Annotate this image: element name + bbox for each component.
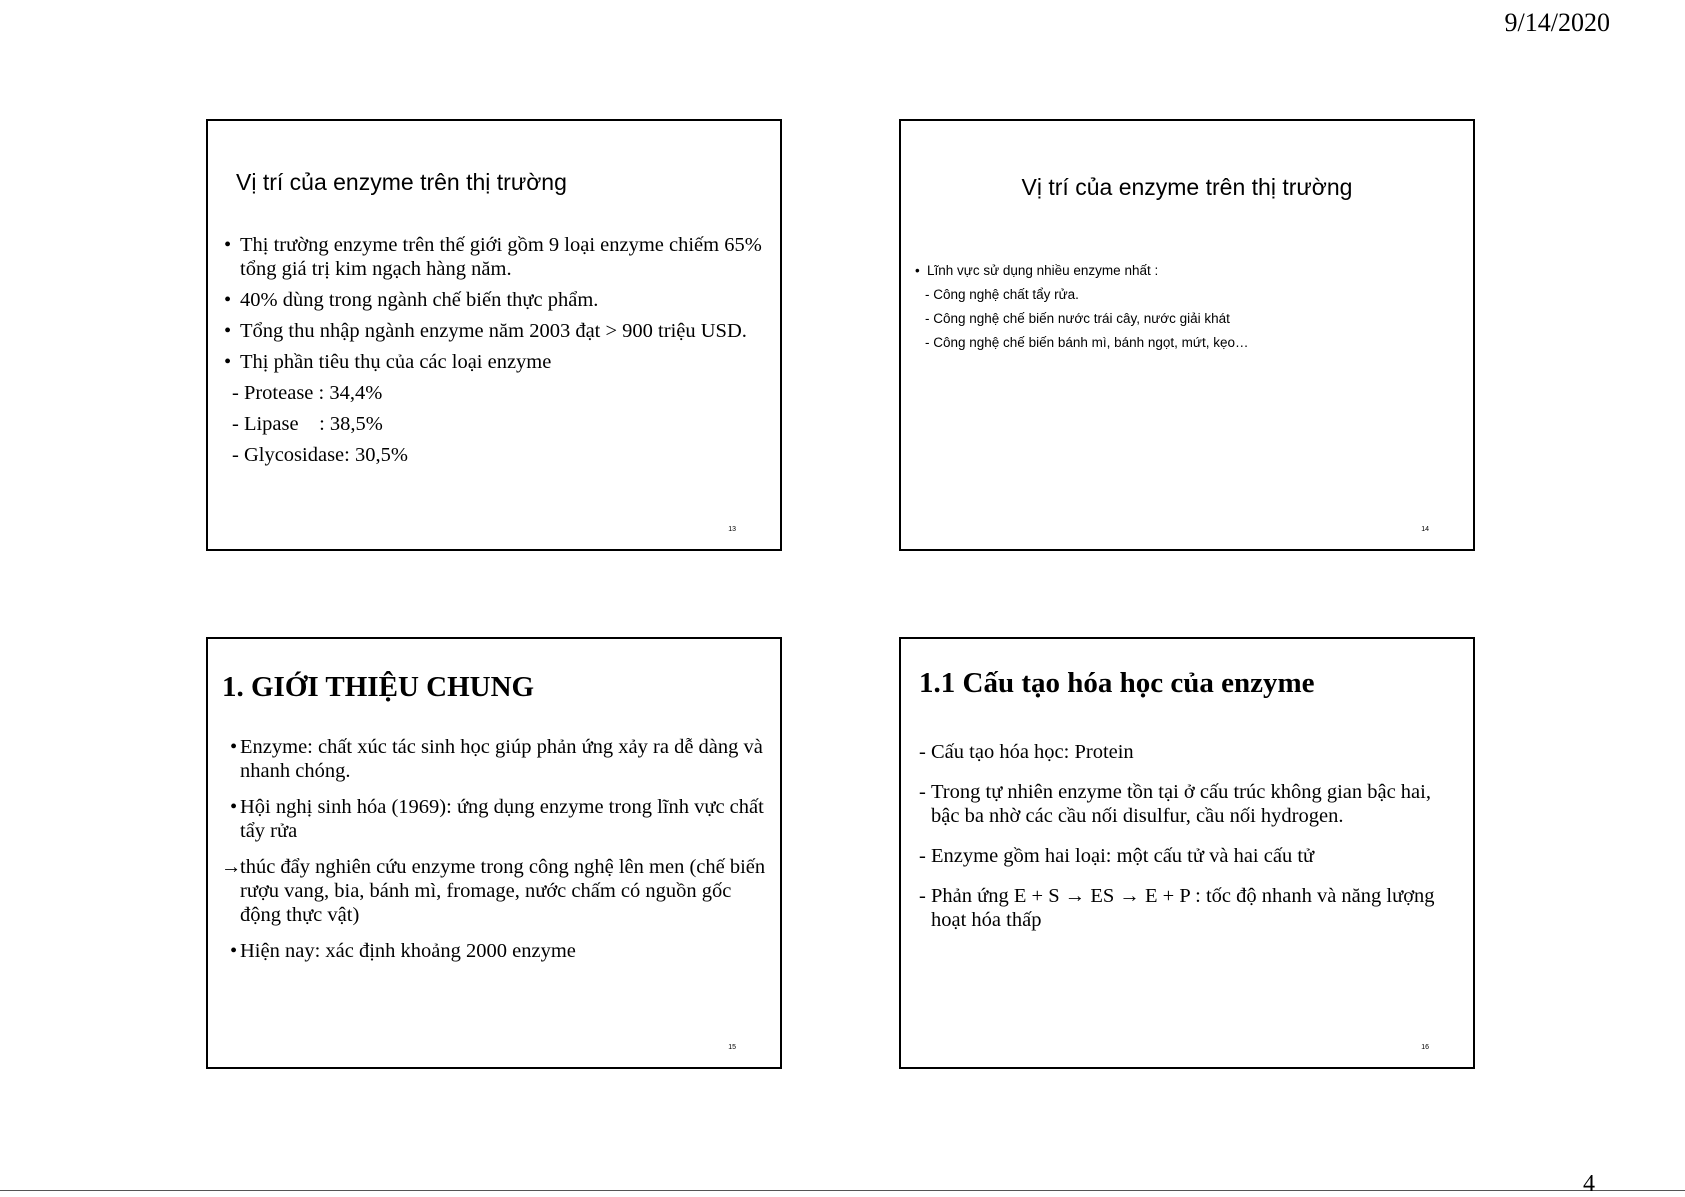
sub-item: - Glycosidase: 30,5% (232, 444, 408, 466)
bullet-item: • Lĩnh vực sử dụng nhiều enzyme nhất : (915, 262, 1455, 280)
slide-title: 1.1 Cấu tạo hóa học của enzyme (919, 667, 1315, 699)
page-date: 9/14/2020 (1504, 8, 1610, 37)
page-number: 4 (1583, 1171, 1595, 1197)
slide-16 (899, 637, 1475, 1069)
slide-body (221, 735, 770, 975)
slide-number: 14 (1421, 526, 1429, 533)
sub-item: - Công nghệ chất tẩy rửa. (925, 287, 1079, 302)
sub-item: - Công nghệ chế biến bánh mì, bánh ngọt, mứt, kẹo… (925, 335, 1249, 350)
bullet-item: • 40% dùng trong ngành chế biến thực phẩm. (224, 288, 764, 312)
slide-body (224, 233, 764, 474)
sub-item: - Công nghệ chế biến nước trái cây, nước giải khát (925, 311, 1230, 326)
list-item: - Phản ứng E + S → ES → E + P : tốc độ nhanh và năng lượng hoạt hóa thấp (919, 884, 1459, 932)
slide-number: 16 (1421, 1044, 1429, 1051)
bullet-item: • Thị trường enzyme trên thế giới gồm 9 loại enzyme chiếm 65% tổng giá trị kim ngạch hàng năm. (224, 233, 764, 281)
sub-item: - Protease : 34,4% (232, 382, 383, 404)
slide-number: 15 (728, 1044, 736, 1051)
bullet-item: • Hội nghị sinh hóa (1969): ứng dụng enzyme trong lĩnh vực chất tẩy rửa (230, 795, 770, 843)
bullet-item: • Enzyme: chất xúc tác sinh học giúp phản ứng xảy ra dễ dàng và nhanh chóng. (230, 735, 770, 783)
bullet-item: • Hiện nay: xác định khoảng 2000 enzyme (230, 939, 770, 963)
list-item: - Trong tự nhiên enzyme tồn tại ở cấu trúc không gian bậc hai, bậc ba nhờ các cầu nối disulfur, cầu nối hydrogen. (919, 780, 1459, 828)
arrow-right-icon: → (221, 856, 242, 878)
bullet-item: • Tổng thu nhập ngành enzyme năm 2003 đạt > 900 triệu USD. (224, 319, 764, 343)
slide-15 (206, 637, 782, 1069)
slide-body (919, 740, 1459, 948)
slide-14 (899, 119, 1475, 551)
slide-body (915, 262, 1455, 358)
slide-number: 13 (728, 526, 736, 533)
list-item: - Enzyme gồm hai loại: một cấu tử và hai cấu tử (919, 844, 1459, 868)
list-item: - Cấu tạo hóa học: Protein (919, 740, 1459, 764)
slide-title: 1. GIỚI THIỆU CHUNG (222, 671, 535, 703)
slide-title: Vị trí của enzyme trên thị trường (1021, 174, 1353, 200)
slide-title: Vị trí của enzyme trên thị trường (236, 169, 567, 195)
sub-item: - Lipase : 38,5% (232, 413, 383, 435)
bottom-divider (0, 1190, 1685, 1191)
bullet-item: • Thị phần tiêu thụ của các loại enzyme (224, 350, 764, 374)
arrow-item-text: thúc đẩy nghiên cứu enzyme trong công nghệ lên men (chế biến rượu vang, bia, bánh mì, fromage, nước chấm có nguồn gốc động thực vật) (240, 856, 766, 926)
arrow-item (221, 855, 770, 927)
slide-13 (206, 119, 782, 551)
